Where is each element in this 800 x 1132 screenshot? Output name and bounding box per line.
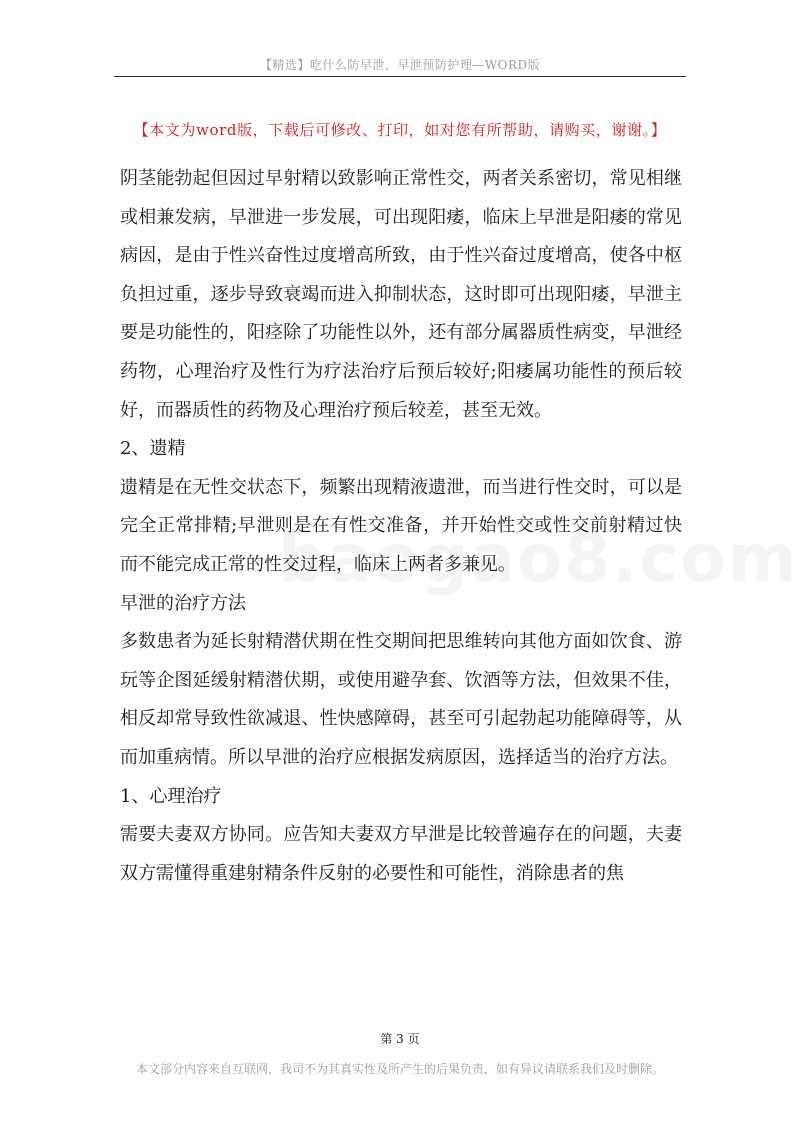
paragraph-treatment-methods: 多数患者为延长射精潜伏期在性交期间把思维转向其他方面如饮食、游玩等企图延缓射精潜伏期，或使用避孕套、饮酒等方法，但效果不佳，相反却常导致性欲减退、性快感障碍，甚至可引起勃起功能障碍等，从而加重病情。所以早泄的治疗应根据发病原因，选择适当的治疗方法。 [120,631,682,768]
download-notice: 【本文为word版，下载后可修改、打印，如对您有所帮助，请购买，谢谢。】 [133,121,667,139]
page-number: 第 3 页 [380,1032,420,1046]
heading-psychotherapy: 1、心理治疗 [120,785,222,807]
heading-treatment-methods: 早泄的治疗方法 [120,592,246,614]
paragraph-spermatorrhea: 遗精是在无性交状态下，频繁出现精液遗泄，而当进行性交时，可以是完全正常排精;早泄则是在有性交准备，并开始性交或性交前射精过快而不能完成正常的性交过程，临床上两者多兼见。 [120,476,682,575]
heading-spermatorrhea: 2、遗精 [120,438,186,460]
footer-disclaimer: 本文部分内容来自互联网，我司不为其真实性及所产生的后果负责，如有异议请联系我们及时删除。 [135,1062,664,1076]
document-body [120,160,682,893]
header-divider [114,76,686,77]
page-header-title: 【精选】吃什么防早泄，早泄预防护理—WORD版 [259,58,541,72]
paragraph-premature-ejaculation-impotence: 阴茎能勃起但因过早射精以致影响正常性交，两者关系密切，常见相继或相兼发病，早泄进一步发展，可出现阳痿，临床上早泄是阳痿的常见病因，是由于性兴奋性过度增高所致，由于性兴奋过度增高，使各中枢负担过重，逐步导致衰竭而进入抑制状态，这时即可出现阳痿，早泄主要是功能性的，阳痉除了功能性以外，还有部分属器质性病变，早泄经药物，心理治疗及性行为疗法治疗后预后较好;阳痿属功能性的预后较好，而器质性的药物及心理治疗预后较差，甚至无效。 [120,168,682,421]
paragraph-psychotherapy: 需要夫妻双方协同。应告知夫妻双方早泄是比较普遍存在的问题，夫妻双方需懂得重建射精条件反射的必要性和可能性，消除患者的焦 [120,824,682,884]
